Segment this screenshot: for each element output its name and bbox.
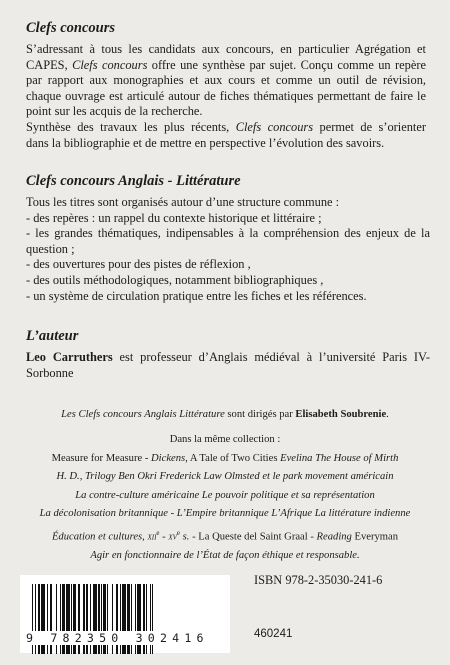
collection-title: Dans la même collection : [169,434,281,445]
series-direction-line: Les Clefs concours Anglais Littérature sont dirigés par Elisabeth Soubrenie. [61,409,389,420]
author-heading: L’auteur [26,328,79,344]
collection-row-3: La contre-culture américaine Le pouvoir politique et sa représentation [75,489,375,501]
collection-row-4: La décolonisation britannique - L’Empire britannique L’Afrique La littérature indienne [39,508,411,520]
barcode-number: 9 782350 302416 [26,631,209,645]
product-code: 460241 [254,628,293,640]
collection-list [0,431,450,566]
author-paragraph: Leo Carruthers est professeur d’Anglais médiéval à l’université Paris IV- Sorbonne [26,350,430,380]
collection-row-5: Éducation et cultures, $xii^e - xv^e$ s. - La Queste del Saint Graal - Reading Everyman [51,528,399,543]
section-heading-clefs-concours: Clefs concours [26,20,116,36]
collection-row-6: Agir en fonctionnaire de l’État de façon éthique et responsable. [90,550,360,562]
intro-paragraph: S’adressant à tous les candidats aux concours, en particulier Agrégation et CAPES, Clefs concours offre une synthèse par sujet. Conçu comme un repère par rapport aux monographies et aux cours et comme un outil de révision, chaque ouvrage est articulé autour de fiches thématiques permettant de faire le point sur les acquis de la recherche. Synthèse des travaux les plus récents, Clefs concours permet de s’orienter dans la bibliographie et de mettre en perspective l’évolution des savoirs. [26,42,426,150]
section-heading-anglais-litterature: Clefs concours Anglais - Littérature [26,173,241,189]
structure-list: Tous les titres sont organisés autour d’une structure commune : - des repères : un rappel du contexte historique et littéraire ; - les grandes thématiques, indipensables à la compréhension des enjeux de la question ; - des ouvertures pour des pistes de réflexion , - des outils méthodologiques, notamment bibliographiques , - un système de circulation pratique entre les fiches et les références. [26,195,430,303]
collection-row-1: Measure for Measure - Dickens, A Tale of Two Cities Evelina The House of Mirth [51,452,399,464]
barcode [20,575,230,653]
isbn-label: ISBN 978-2-35030-241-6 [254,573,383,587]
collection-row-2: H. D., Trilogy Ben Okri Frederick Law Olmsted et le park movement américain [56,471,394,483]
